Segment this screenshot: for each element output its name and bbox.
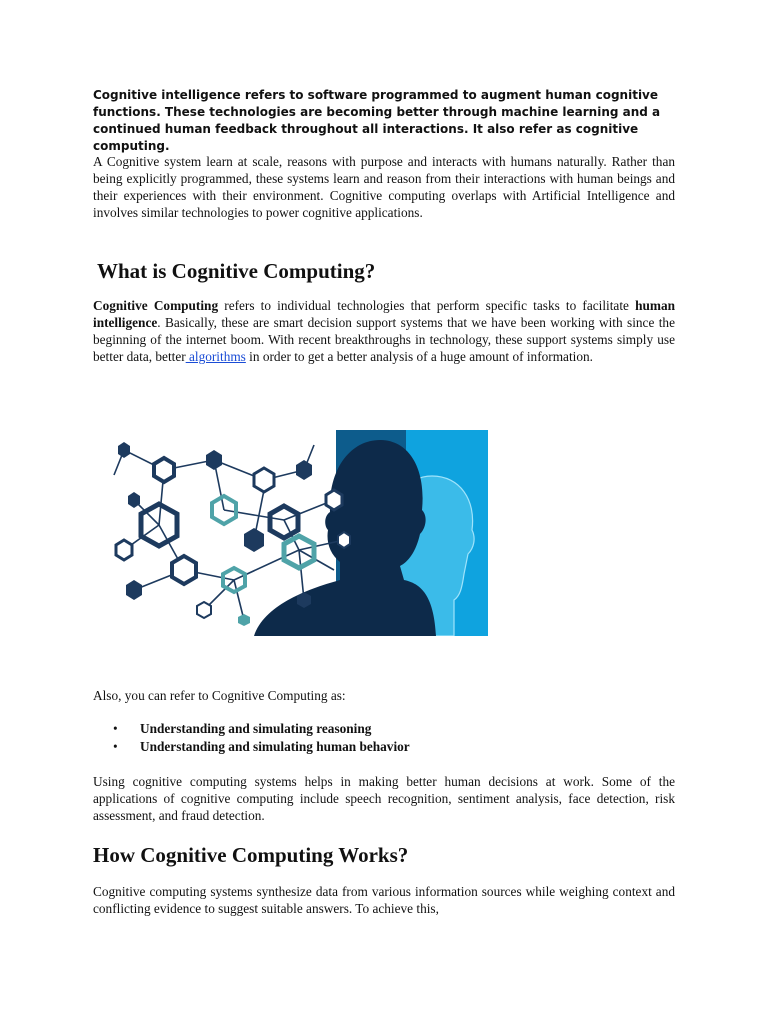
term-cognitive-computing: Cognitive Computing [93,298,219,313]
paragraph-refer-as: Also, you can refer to Cognitive Computing as: [93,688,346,703]
paragraph-definition [93,297,675,365]
paragraph-cognitive-system: A Cognitive system learn at scale, reasons with purpose and interacts with humans naturally. Rather than being explicitly programmed, these systems learn and reason from their interactions with human beings and their experiences with their environment. Cognitive computing overlaps with Artificial Intelligence and involves similar technologies to power cognitive applications. [93,154,675,220]
list-item [113,720,410,738]
bullet-list [113,720,410,756]
algorithms-link[interactable]: algorithms [185,349,246,364]
term-human-intelligence: human intelligence [93,298,675,330]
bullet-icon: • [113,739,118,754]
heading-what-is-cognitive-computing: What is Cognitive Computing? [97,259,376,283]
paragraph-applications: Using cognitive computing systems helps in making better human decisions at work. Some of the applications of cognitive computing include speech recognition, sentiment analysis, face detection, risk assessment, and fraud detection. [93,774,675,823]
intro-paragraph: Cognitive intelligence refers to software programmed to augment human cognitive functions. These technologies are becoming better through machine learning and a continued human feedback throughout all interactions. It also refer as cognitive computing. [93,88,661,153]
paragraph-how-it-works: Cognitive computing systems synthesize data from various information sources while weighing context and conflicting evidence to suggest suitable answers. To achieve this, [93,884,675,916]
list-item-label: Understanding and simulating reasoning [140,721,372,736]
heading-how-cognitive-computing-works: How Cognitive Computing Works? [93,843,409,867]
list-item-label: Understanding and simulating human behavior [140,739,410,754]
paragraph-definition-text-2: . Basically, these are smart decision support systems that we have been working with since the beginning of the internet boom. With recent breakthroughs in technology, these support systems simply use better data, better [93,315,675,364]
paragraph-definition-text-1: refers to individual technologies that perform specific tasks to facilitate [218,298,636,313]
paragraph-definition-text-3: in order to get a better analysis of a huge amount of information. [245,349,593,364]
bullet-icon: • [113,721,118,736]
cognitive-computing-illustration [104,430,488,636]
list-item [113,738,410,756]
